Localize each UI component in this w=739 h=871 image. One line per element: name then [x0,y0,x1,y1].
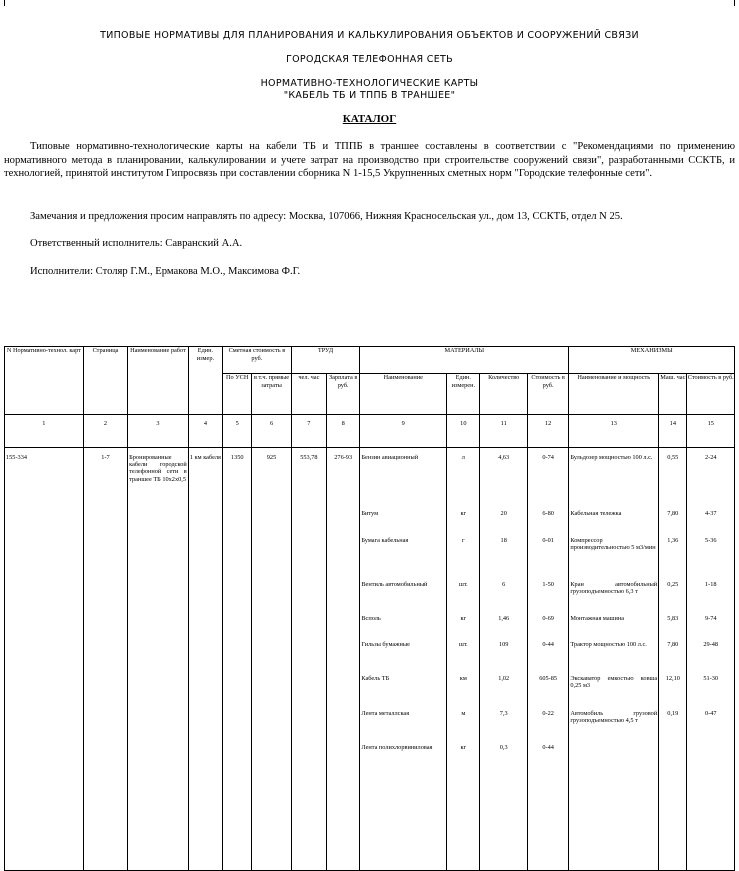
col-number: 1 [5,415,84,448]
cell-work-name [128,448,189,871]
col-number: 9 [360,415,447,448]
material-qty: 109 [498,641,509,648]
header-line-3: НОРМАТИВНО-ТЕХНОЛОГИЧЕСКИЕ КАРТЫ [260,78,479,89]
mechanism-name: Бульдозер мощностью 100 л.с. [570,454,653,461]
cell-card-no [5,448,84,871]
col-number: 3 [128,415,189,448]
material-qty: 1,46 [498,615,510,622]
col-header-unit: Един. измер. [188,347,222,415]
work-name-value: Бронированные кабели городской телефонной сети в траншее ТБ 10х2х0,5 [129,454,187,483]
col-header-labor-hours: чел. час [291,374,326,415]
mechanism-cost: 1-18 [704,581,717,588]
material-name: Вентиль автомобильный [361,581,428,588]
col-header-mech-cost: Стоимость в руб. [687,374,735,415]
cell-mat-qty [480,448,527,871]
col-header-mechanisms: МЕХАНИЗМЫ [569,347,735,374]
material-cost: 0-44 [542,641,554,648]
material-qty: 6 [502,581,506,588]
mechanism-hours: 5,83 [667,615,679,622]
col-number: 7 [291,415,326,448]
mechanism-cost: 5-36 [704,537,717,544]
material-name: Кабель ТБ [361,675,390,682]
cost-direct-value: 925 [266,454,277,461]
col-number: 8 [327,415,360,448]
cell-mat-cost [527,448,568,871]
material-name: Лента полихлорвиниловая [361,744,433,751]
crop-mark-right [734,0,735,6]
material-name: Бензин авиационный [361,454,419,461]
material-name: Бумага кабельная [361,537,409,544]
mechanism-cost: 51-30 [703,675,719,682]
material-name: Гильзы бумажные [361,641,410,648]
cell-mech-hours [659,448,687,871]
mechanism-name: Автомобиль грузовой грузоподъемностью 4,5 т [570,710,658,725]
labor-wage-value: 276-93 [334,454,353,461]
mechanism-name: Компрессор производительностью 5 м3/мин [570,537,656,552]
catalog-title: КАТАЛОГ [342,113,397,125]
col-header-mat-name: Наименование [360,374,447,415]
material-cost: 0-01 [542,537,554,544]
col-header-mat-cost: Стоимость в руб. [527,374,568,415]
material-qty: 4,63 [498,454,510,461]
material-unit: л [461,454,465,461]
col-header-cost-direct: в т.ч. прямые затраты [252,374,291,415]
material-cost: 0-74 [542,454,554,461]
col-number: 2 [83,415,127,448]
labor-hours-value: 553,78 [300,454,318,461]
mechanism-hours: 12,10 [665,675,680,682]
material-cost: 605-85 [539,675,558,682]
material-cost: 0-22 [542,710,554,717]
col-header-mat-unit: Един. измерен. [447,374,480,415]
col-header-cost: Сметная стоимость в руб. [223,347,292,374]
col-number: 4 [188,415,222,448]
material-qty: 18 [500,537,507,544]
executors-line: Исполнители: Столяр Г.М., Ермакова М.О., Максимова Ф.Г. [30,266,301,277]
mechanism-name: Кабельная тележка [570,510,622,517]
mechanism-name: Кран автомобильный грузоподъемностью 6,3 т [570,581,658,596]
mechanism-hours: 7,80 [667,641,679,648]
col-number: 6 [252,415,291,448]
material-name: Всполь [361,615,381,622]
col-header-labor: ТРУД [291,347,360,374]
col-number: 10 [447,415,480,448]
col-header-cost-usn: По УСН [223,374,252,415]
header-line-4: "КАБЕЛЬ ТБ И ТППБ В ТРАНШЕЕ" [283,90,456,101]
intro-paragraph: Типовые нормативно-технологические карты на кабели ТБ и ТППБ в траншее составлены в соответствии с "Рекомендациями по применению нормативного метода в планировании, калькулировании и учете затрат на производство при строительстве сооружений связи", разработанными ССКТБ, и технологией, принятой институтом Гипросвязь при составлении сборника N 1-15,5 Укрупненных сметных норм "Городские телефонные сети". [4,141,735,180]
material-cost: 6-80 [542,510,554,517]
cell-labor-hours [291,448,326,871]
material-unit: кг [460,615,467,622]
unit-value: 1 км кабеля [189,454,221,461]
col-number: 11 [480,415,527,448]
col-header-mech-name: Наименование и мощность [569,374,659,415]
mechanism-cost: 0-47 [704,710,717,717]
material-unit: кг [460,744,467,751]
cell-mat-unit [447,448,480,871]
col-header-mech-hours: Маш. час [659,374,687,415]
cell-labor-wage [327,448,360,871]
catalog-table [4,346,735,871]
material-unit: г [462,537,465,544]
mechanism-hours: 7,80 [667,510,679,517]
mechanism-cost: 2-24 [704,454,717,461]
cost-usn-value: 1350 [230,454,244,461]
material-unit: шт. [458,581,468,588]
col-header-page: Страница [83,347,127,415]
material-qty: 7,3 [499,710,508,717]
cell-page [83,448,127,871]
col-header-card-no: N Нормативно-технол. карт [5,347,84,415]
cell-cost-usn [223,448,252,871]
mechanism-name: Монтажная машина [570,615,625,622]
col-number: 14 [659,415,687,448]
cell-mat-name [360,448,447,871]
mechanism-name: Экскаватор емкостью ковша 0,25 м3 [570,675,658,690]
material-qty: 20 [500,510,507,517]
col-number: 15 [687,415,735,448]
mechanism-hours: 0,55 [667,454,679,461]
col-number: 5 [223,415,252,448]
col-header-labor-wage: Зарплата в руб. [327,374,360,415]
material-name: Лента металлская [361,710,410,717]
mechanism-cost: 29-48 [703,641,719,648]
col-number: 13 [569,415,659,448]
header-line-2: ГОРОДСКАЯ ТЕЛЕФОННАЯ СЕТЬ [286,54,453,65]
crop-mark-left [4,0,5,6]
material-unit: кг [460,510,467,517]
mechanism-hours: 0,25 [667,581,679,588]
mechanism-hours: 1,36 [667,537,679,544]
mechanism-hours: 0,19 [667,710,679,717]
col-header-work-name: Наименование работ [128,347,189,415]
col-header-materials: МАТЕРИАЛЫ [360,347,569,374]
mechanism-cost: 9-74 [704,615,717,622]
col-header-mat-qty: Количество [480,374,527,415]
cell-unit [188,448,222,871]
col-number: 12 [527,415,568,448]
mechanism-cost: 4-37 [704,510,717,517]
cell-mech-cost [687,448,735,871]
page-value: 1-7 [101,454,110,461]
cell-mech-name [569,448,659,871]
material-unit: шт. [458,641,468,648]
cell-cost-direct [252,448,291,871]
address-paragraph: Замечания и предложения просим направлять по адресу: Москва, 107066, Нижняя Красносельская ул., дом 13, ССКТБ, отдел N 25. [30,211,623,222]
material-qty: 1,02 [498,675,510,682]
material-cost: 1-50 [542,581,554,588]
material-unit: км [459,675,467,682]
mechanism-name: Трактор мощностью 100 л.с. [570,641,647,648]
responsible-line: Ответственный исполнитель: Савранский А.А. [30,238,243,249]
material-qty: 0,3 [499,744,508,751]
material-cost: 0-44 [542,744,554,751]
material-cost: 0-69 [542,615,554,622]
card-no-value: 155-334 [6,454,27,461]
material-name: Битум [361,510,379,517]
header-line-1: ТИПОВЫЕ НОРМАТИВЫ ДЛЯ ПЛАНИРОВАНИЯ И КАЛЬКУЛИРОВАНИЯ ОБЪЕКТОВ И СООРУЖЕНИЙ СВЯЗИ [100,30,639,41]
material-unit: м [461,710,466,717]
